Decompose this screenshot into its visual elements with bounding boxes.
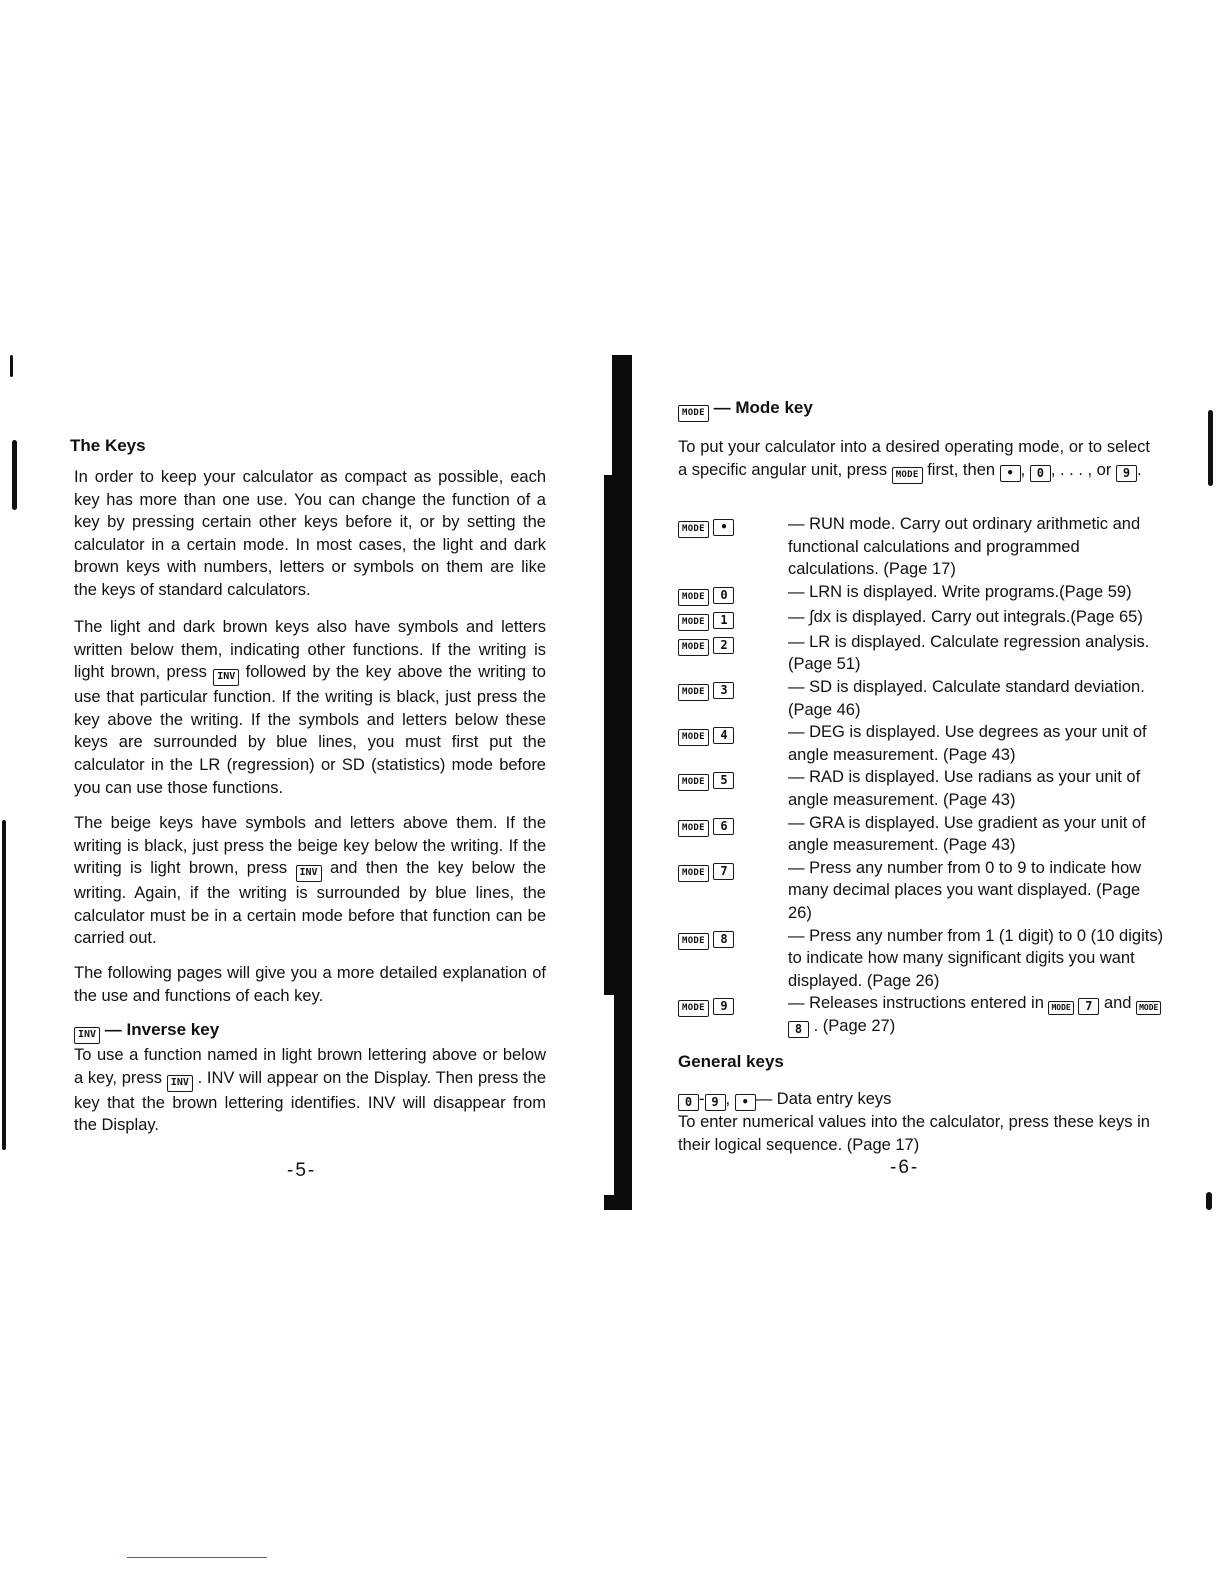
page-number-right: -6-: [890, 1157, 920, 1178]
brown-keys-paragraph: [74, 616, 546, 799]
beige-keys-text-2: and then the key below the writing. Again, if the writing is surrounded by blue lines, the calculator must be in a certain mode before that function can be carried out.: [74, 859, 546, 948]
number-key-icon: 5: [713, 772, 734, 789]
number-key-icon: •: [713, 519, 734, 536]
mode-key-icon: MODE: [678, 1000, 709, 1017]
mode-key-icon: MODE: [1048, 1001, 1073, 1015]
number-key-icon: 1: [713, 612, 734, 629]
mode-item: [678, 513, 1168, 581]
scan-edge-mark: [2, 820, 6, 1150]
mode-description: — LRN is displayed. Write programs.(Page 59): [788, 582, 1132, 601]
mode-item: [678, 676, 1168, 721]
mode-key-icon: MODE: [678, 865, 709, 882]
mode-description: — Releases instructions entered in MODE 7 and MODE 8 . (Page 27): [788, 992, 1168, 1038]
mode-intro-text-1: To put your calculator into a desired operating mode, or to select a specific angular unit, press: [678, 438, 1150, 479]
number-key-icon: 0: [713, 587, 734, 604]
page-number-left: -5-: [287, 1160, 317, 1181]
number-key-icon: 8: [713, 931, 734, 948]
brown-keys-text-2: followed by the key above the writing to use that particular function. If the writing is black, just press the key above the writing. If the symbols and letters below these keys are surrounded by blue lines, you must first put the calculator in the LR (regression) or SD (statistics) mode before you can use those functions.: [74, 663, 546, 797]
eight-key-icon: 8: [788, 1021, 809, 1038]
mode-intro-text-2: first, then: [927, 460, 996, 479]
inv-key-icon: INV: [74, 1027, 100, 1044]
mode-item: [678, 766, 1168, 811]
mode-list: [678, 513, 1168, 1038]
mode-key-icon: MODE: [678, 684, 709, 701]
mode-item: [678, 606, 1168, 631]
mode-key-icon: MODE: [678, 933, 709, 950]
zero-key-icon: 0: [1030, 465, 1051, 482]
scan-edge-mark: [1208, 410, 1213, 486]
mode-key-icon: MODE: [678, 639, 709, 656]
mode-key-icon: MODE: [1136, 1001, 1161, 1015]
data-entry-paragraph: To enter numerical values into the calculator, press these keys in their logical sequence. (Page 17): [678, 1113, 1150, 1154]
mode-description: — GRA is displayed. Use gradient as your unit of angle measurement. (Page 43): [788, 813, 1146, 855]
brown-keys-text-1: The light and dark brown keys also have symbols and letters written below them, indicating other functions. If the writing is light brown, press: [74, 618, 546, 682]
mode-description: — RAD is displayed. Use radians as your unit of angle measurement. (Page 43): [788, 768, 1141, 809]
intro-paragraph: In order to keep your calculator as compact as possible, each key has more than one use. You can change the function of a key by pressing certain other keys before it, or by setting the calculator in a certain mode. In most cases, the light and dark brown keys with numbers, letters or symbols on them are like the keys of standard calculators.: [74, 468, 546, 599]
inverse-text-2: . INV will appear on the Display. Then press the key that the brown lettering identifies. INV will disappear from the Display.: [74, 1068, 546, 1135]
data-entry-keys-line: 0 - 9 , • — Data entry keys: [678, 1088, 1150, 1111]
right-page: [612, 0, 1224, 1584]
mode-description: — Press any number from 0 to 9 to indicate how many decimal places you want displayed. (Page 26): [788, 858, 1142, 922]
number-key-icon: 3: [713, 682, 734, 699]
mode-key-icon: MODE: [678, 614, 709, 631]
mode-description: — SD is displayed. Calculate standard deviation. (Page 46): [788, 677, 1145, 719]
mode-description: — Press any number from 1 (1 digit) to 0 (10 digits) to indicate how many significant digits you want displayed. (Page 26): [788, 926, 1164, 990]
number-key-icon: 6: [713, 818, 734, 835]
mode-item: [678, 992, 1168, 1038]
mode-item: [678, 812, 1168, 857]
inverse-key-heading: [74, 1020, 219, 1044]
dot-key-icon: •: [735, 1094, 756, 1111]
nine-key-icon: 9: [705, 1094, 726, 1111]
mode-item: [678, 581, 1168, 606]
inverse-key-heading-text: — Inverse key: [104, 1020, 220, 1039]
beige-keys-paragraph: [74, 812, 546, 950]
footer-rule: [127, 1557, 267, 1558]
dot-key-icon: •: [1000, 465, 1021, 482]
mode-key-icon: MODE: [678, 729, 709, 746]
mode-key-icon: MODE: [678, 820, 709, 837]
mode-description: — RUN mode. Carry out ordinary arithmetic and functional calculations and programmed calculations. (Page 17): [788, 515, 1141, 579]
mode-description: — ∫dx is displayed. Carry out integrals.(Page 65): [788, 607, 1143, 626]
number-key-icon: 9: [713, 998, 734, 1015]
section-title: The Keys: [70, 436, 146, 455]
mode-item: [678, 631, 1168, 676]
seven-key-icon: 7: [1078, 998, 1099, 1015]
mode-key-icon: MODE: [678, 774, 709, 791]
scan-edge-mark: [1206, 1192, 1212, 1210]
number-key-icon: 2: [713, 637, 734, 654]
mode-key-icon: MODE: [678, 589, 709, 606]
mode-item: [678, 857, 1168, 925]
inv-key-icon: INV: [213, 669, 239, 686]
inv-key-icon: INV: [296, 865, 322, 882]
mode-item: [678, 721, 1168, 766]
number-key-icon: 4: [713, 727, 734, 744]
scan-edge-mark: [12, 440, 17, 510]
mode-key-heading-text: — Mode key: [713, 398, 813, 417]
mode-key-icon: MODE: [678, 405, 709, 422]
mode-description: — DEG is displayed. Use degrees as your unit of angle measurement. (Page 43): [788, 723, 1147, 764]
scan-edge-mark: [10, 355, 13, 377]
inverse-key-paragraph: [74, 1044, 546, 1137]
inv-key-icon: INV: [167, 1075, 193, 1092]
mode-key-heading: [678, 398, 813, 422]
following-pages-paragraph: The following pages will give you a more detailed explanation of the use and functions of each key.: [74, 964, 546, 1005]
number-key-icon: 7: [713, 863, 734, 880]
inverse-text-1: To use a function named in light brown lettering above or below a key, press: [74, 1046, 546, 1087]
left-page: [0, 0, 610, 1584]
zero-key-icon: 0: [678, 1094, 699, 1111]
nine-key-icon: 9: [1116, 465, 1137, 482]
mode-key-icon: MODE: [678, 521, 709, 538]
mode-key-icon: MODE: [892, 467, 923, 484]
mode-description: — LR is displayed. Calculate regression analysis. (Page 51): [788, 632, 1150, 674]
mode-intro-paragraph: To put your calculator into a desired operating mode, or to select a specific angular unit, press MODE first, then • , 0 , . . . , or 9 .: [678, 436, 1150, 484]
mode-item: [678, 925, 1168, 993]
beige-keys-text-1: The beige keys have symbols and letters above them. If the writing is black, just press the beige key below the writing. If the writing is light brown, press: [74, 814, 546, 878]
general-keys-heading: General keys: [678, 1052, 784, 1071]
